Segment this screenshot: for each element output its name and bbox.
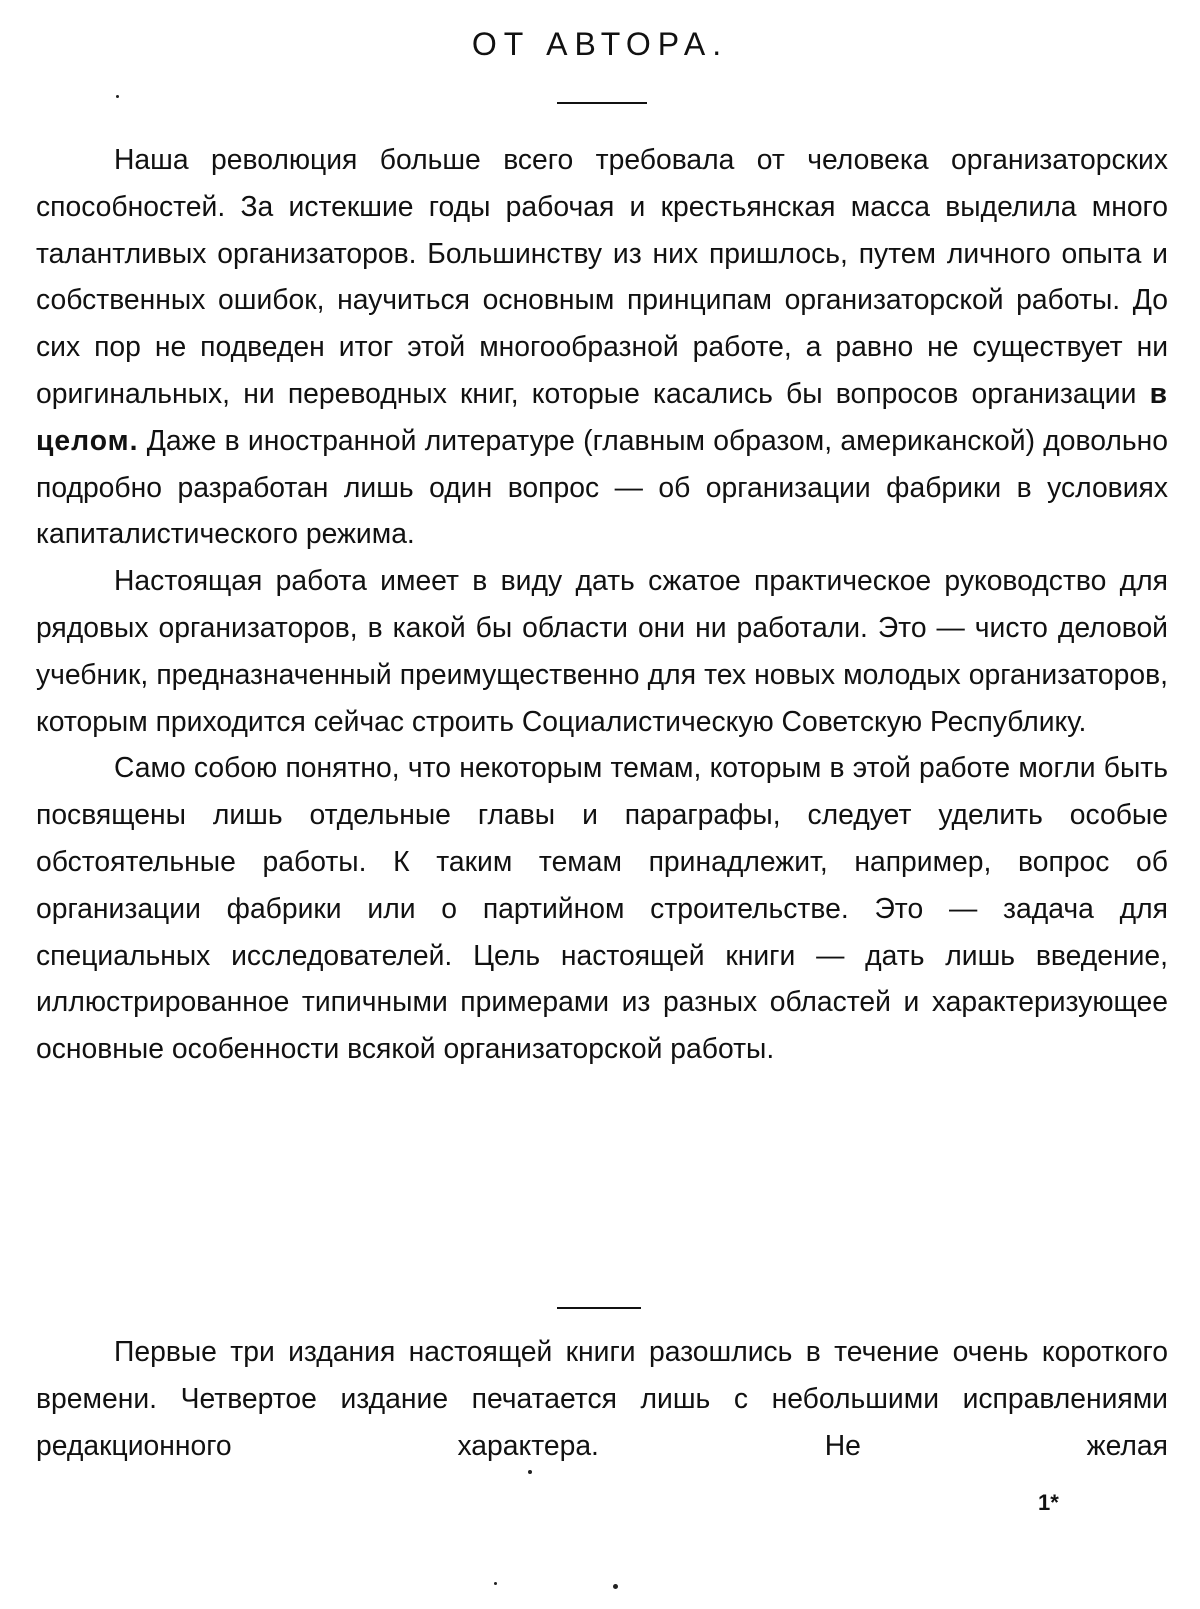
print-speck <box>116 95 119 98</box>
section-divider <box>557 1307 641 1309</box>
print-speck <box>494 1582 497 1585</box>
print-speck <box>613 1584 618 1589</box>
paragraph-4: Первые три издания настоящей книги разошлись в течение очень короткого времени. Четвертое издание печатается лишь с небольшими исправлениями редакционного характера. Не желая <box>36 1335 1168 1461</box>
paragraph-3: Само собою понятно, что некоторым темам, которым в этой работе могли быть посвящены лишь отдельные главы и параграфы, следует уделить особые обстоятельные работы. К таким темам принадлежит, например, вопрос об организации фабрики или о партийном строительстве. Это — задача для специальных исследователей. Цель настоящей книги — дать лишь введение, иллюстрированное типичными примерами из разных областей и характеризующее основные особенности всякой организаторской работы. <box>36 751 1168 1065</box>
page-marker: 1* <box>1038 1490 1059 1515</box>
paragraph-1 <box>36 136 1168 557</box>
page-title: ОТ АВТОРА. <box>471 26 729 62</box>
print-speck <box>528 1470 532 1474</box>
paragraph-1-text: Наша революция больше всего требовала от человека организаторских способностей. За истекшие годы рабочая и крестьянская масса выделила много талантливых организаторов. Большинству из них пришлось, путем личного опыта и собственных ошибок, научиться основным принципам организаторской работы. До сих пор не подведен итог этой многообразной работе, а равно не существует ни оригинальных, ни переводных книг, которые касались бы вопросов организации <box>36 143 1168 409</box>
paragraph-2: Настоящая работа имеет в виду дать сжатое практическое руководство для рядовых организаторов, в какой бы области они ни работали. Это — чисто деловой учебник, предназначенный преимущественно для тех новых молодых организаторов, которым приходится сейчас строить Социалистическую Советскую Республику. <box>36 564 1168 737</box>
title-divider <box>557 102 647 104</box>
preface-body <box>36 136 1168 1072</box>
paragraph-1-emphasis: в целом. <box>36 376 1168 456</box>
paragraph-1-continuation: Даже в иностранной литературе (главным образом, американской) довольно подробно разработан лишь один вопрос — об организации фабрики в условиях капиталистического режима. <box>36 423 1168 550</box>
edition-note <box>36 1328 1168 1468</box>
